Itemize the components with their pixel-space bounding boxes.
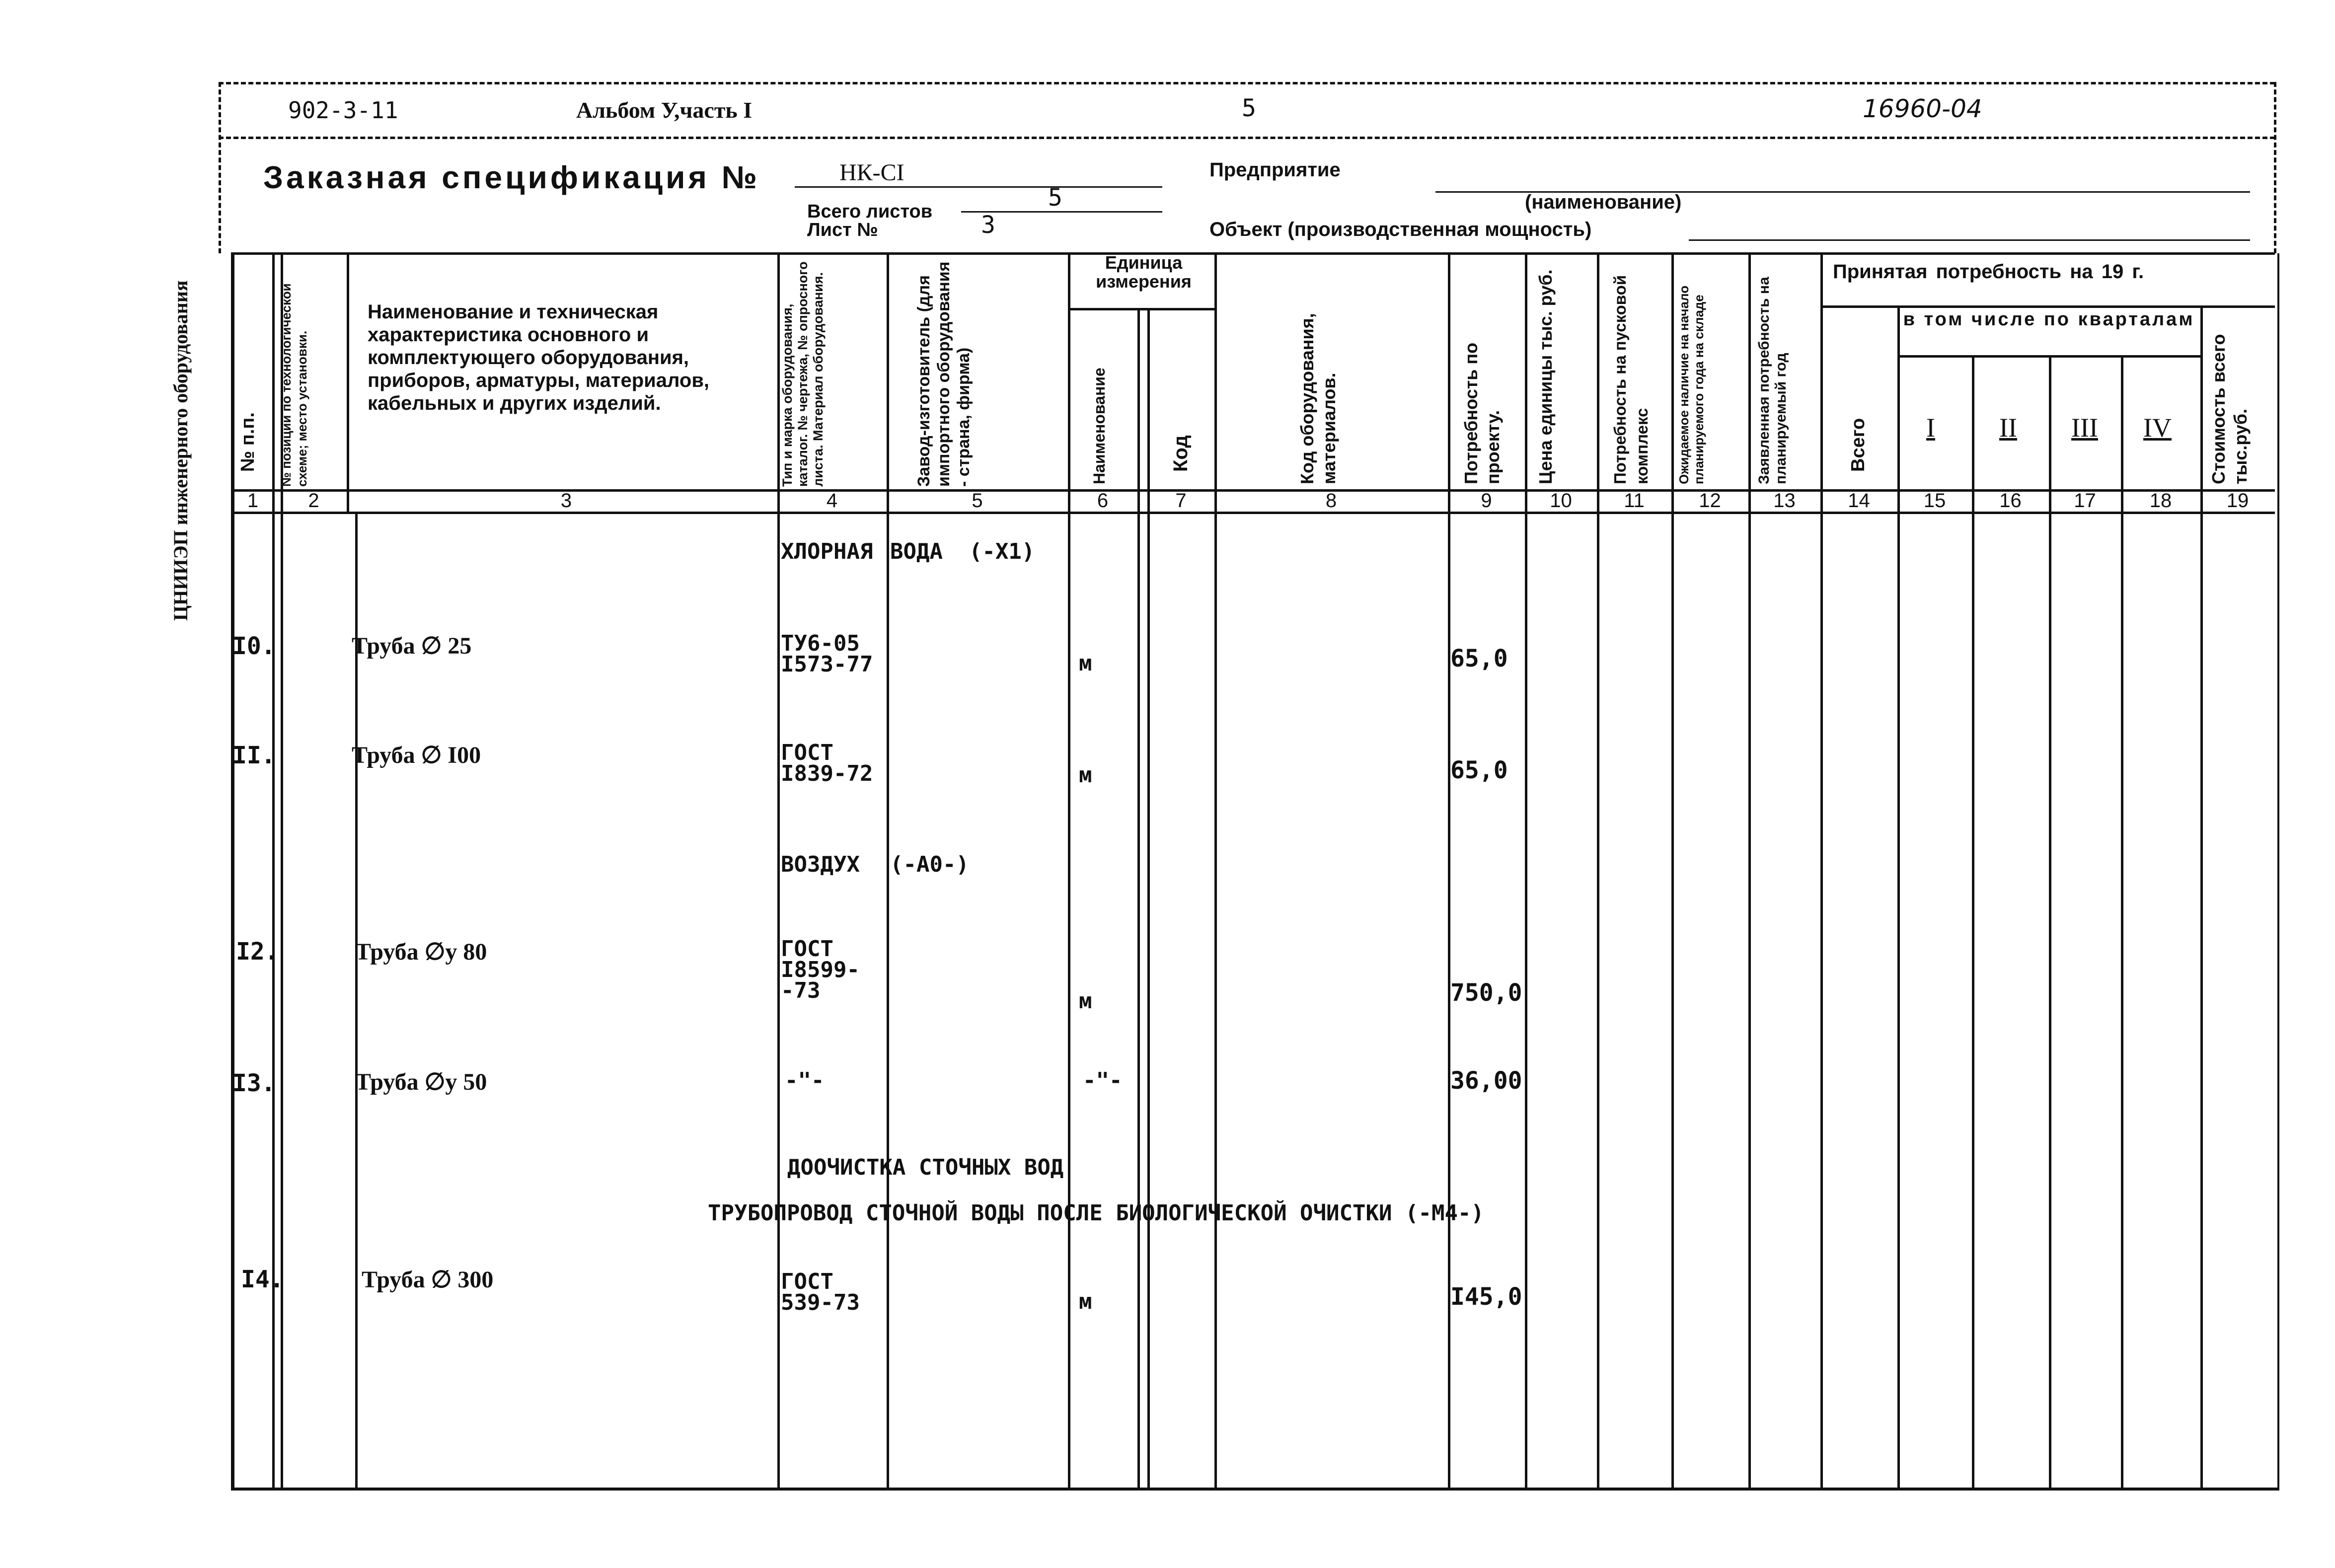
col-divider-15 [1972, 355, 1974, 1488]
naming-label: (наименование) [1525, 191, 1682, 213]
col-header-16: II [1999, 413, 2017, 443]
page-number: 5 [1242, 94, 1256, 122]
frame-left-border [219, 82, 221, 253]
col-header-17: III [2071, 413, 2098, 443]
section-post-title: ДООЧИСТКА СТОЧНЫХ ВОД [787, 1155, 1064, 1180]
col-divider-6b [1147, 308, 1150, 1488]
row-12-qty: 750,0 [1450, 979, 1522, 1007]
row-10-unit: м [1079, 651, 1092, 676]
sheets-total-value: 5 [1048, 184, 1062, 212]
col-divider-2 [347, 252, 349, 512]
unit-group-header: Единица измерения [1096, 252, 1192, 292]
header-top-line [231, 252, 2275, 255]
col-divider-16 [2049, 355, 2051, 1488]
object-label: Объект (производственная мощность) [1209, 219, 1592, 240]
col-header-9: Потребность по проекту. [1461, 342, 1503, 484]
row-13-unit: -"- [1083, 1068, 1123, 1093]
row-14-unit: м [1079, 1289, 1092, 1314]
col-divider-12 [1748, 252, 1751, 1488]
col-divider-11 [1671, 252, 1674, 1488]
col-header-11: Потребность на пусковой комплекс [1611, 275, 1651, 484]
row-11-name: Труба ∅ I00 [352, 742, 481, 768]
col-number-19: 19 [2226, 490, 2249, 512]
col-divider-5 [1068, 252, 1070, 1488]
frame-top-border [219, 82, 2275, 84]
col-number-7: 7 [1175, 490, 1187, 512]
accepted-group-line [1820, 305, 2275, 308]
sheet-label: Лист № [807, 220, 878, 240]
section-air-title: (-А0-) [890, 852, 969, 877]
col-header-5: Завод-изготовитель (для импортного оборудования - страна, фирма) [914, 261, 973, 487]
quarters-group-header: в том числе по кварталам [1903, 309, 2195, 330]
col-divider-4 [887, 252, 889, 1488]
col-number-2: 2 [308, 490, 319, 512]
col-divider-9 [1525, 252, 1527, 1488]
col-header-7: Код [1170, 435, 1192, 472]
col-header-1: № п.п. [237, 412, 258, 472]
col-number-5: 5 [972, 490, 983, 512]
row-13-qty: 36,00 [1450, 1067, 1522, 1095]
col-number-8: 8 [1325, 490, 1337, 512]
col-number-16: 16 [1999, 490, 2022, 512]
row-11-number: II. [232, 742, 276, 769]
col-divider-18 [2200, 305, 2203, 1488]
object-underline [1689, 239, 2250, 241]
col-header-19: Стоимость всего тыс.руб. [2208, 334, 2251, 484]
col-header-15: I [1926, 413, 1935, 443]
col-number-4: 4 [826, 490, 838, 512]
col-header-4: Тип и марка оборудования, каталог. № чертежа, № опросного листа. Материал оборудования. [780, 261, 826, 487]
row-14-number: I4. [241, 1266, 284, 1293]
col-header-10: Цена единицы тыс. руб. [1535, 269, 1556, 484]
col-number-6: 6 [1097, 490, 1109, 512]
col-header-2: № позиции по технологической схеме; место установки. [279, 283, 309, 487]
row-13-type: -"- [785, 1068, 825, 1093]
row-11-type: ГОСТ I839-72 [781, 740, 873, 786]
row-12-unit: м [1079, 988, 1092, 1014]
row-10-number: I0. [232, 632, 276, 660]
enterprise-label: Предприятие [1209, 159, 1341, 181]
col-number-10: 10 [1550, 490, 1572, 512]
col-number-17: 17 [2074, 490, 2096, 512]
col-divider-6 [1137, 308, 1140, 1488]
row-10-type: ТУ6-05 I573-77 [781, 631, 873, 677]
row-14-type: ГОСТ 539-73 [781, 1269, 860, 1315]
spec-number: НК-СI [839, 159, 904, 186]
sheet-number: 3 [981, 211, 995, 239]
frame-header-divider [219, 137, 2275, 139]
row-13-name: Труба ∅у 50 [355, 1069, 487, 1095]
col-number-3: 3 [560, 490, 572, 512]
accepted-group-header: Принятая потребность на 19 г. [1833, 261, 2144, 283]
document-number: 16960-04 [1863, 94, 1982, 123]
row-11-unit: м [1079, 762, 1092, 788]
col-header-12: Ожидаемое наличие на начало планируемого года на складе [1676, 285, 1706, 484]
row-10-qty: 65,0 [1450, 645, 1508, 672]
col-header-6: Наименование [1090, 368, 1108, 484]
section-chlorine-type: ХЛОРНАЯ [781, 539, 873, 564]
col-header-14: Всего [1848, 418, 1869, 472]
col-number-18: 18 [2149, 490, 2172, 512]
col-number-14: 14 [1848, 490, 1870, 512]
spec-number-underline [795, 186, 1162, 188]
col-divider-17 [2121, 355, 2123, 1488]
col-number-15: 15 [1923, 490, 1946, 512]
col-divider-10 [1597, 252, 1599, 1488]
section-chlorine-title: ВОДА (-Х1) [890, 539, 1035, 564]
series-number: 902-3-11 [288, 97, 398, 124]
col-header-18: IV [2143, 413, 2172, 443]
row-12-type: ГОСТ I8599- -73 [781, 936, 860, 1003]
row-12-number: I2. [236, 938, 279, 966]
row-10-name: Труба ∅ 25 [352, 633, 472, 659]
col-header-3: Наименование и техническая характеристика основного и комплектующего оборудования, приборов, арматуры, материалов, кабельных и других изделий. [368, 301, 710, 414]
col-number-13: 13 [1773, 490, 1796, 512]
spec-title: Заказная спецификация № [263, 159, 760, 195]
row-12-name: Труба ∅у 80 [355, 939, 487, 965]
row-11-qty: 65,0 [1450, 756, 1508, 784]
unit-group-line [1068, 308, 1214, 310]
col-divider-1 [272, 252, 275, 1488]
col-header-13: Заявленная потребность на планируемый год [1756, 277, 1789, 484]
frame-right-border [2274, 82, 2276, 253]
sheets-total-label: Всего листов [807, 201, 933, 222]
row-14-name: Труба ∅ 300 [362, 1267, 494, 1293]
col-number-9: 9 [1481, 490, 1492, 512]
col-number-12: 12 [1699, 490, 1721, 512]
section-post-subtitle: ТРУБОПРОВОД СТОЧНОЙ ВОДЫ ПОСЛЕ БИОЛОГИЧЕСКОЙ ОЧИСТКИ (-М4-) [708, 1200, 1484, 1226]
col-divider-7 [1214, 252, 1217, 1488]
album-label: Альбом У,часть I [576, 97, 753, 123]
row-14-qty: I45,0 [1450, 1283, 1522, 1311]
col-number-11: 11 [1624, 490, 1645, 512]
side-caption: ЦНИИЭП инженерного оборудования [169, 280, 192, 621]
col-divider-14 [1897, 305, 1900, 1488]
col-number-1: 1 [247, 490, 259, 512]
col-divider-13 [1820, 252, 1823, 1488]
section-air-type: ВОЗДУХ [781, 852, 860, 877]
row-13-number: I3. [232, 1069, 276, 1097]
col-header-8: Код оборудования, материалов. [1297, 313, 1339, 484]
